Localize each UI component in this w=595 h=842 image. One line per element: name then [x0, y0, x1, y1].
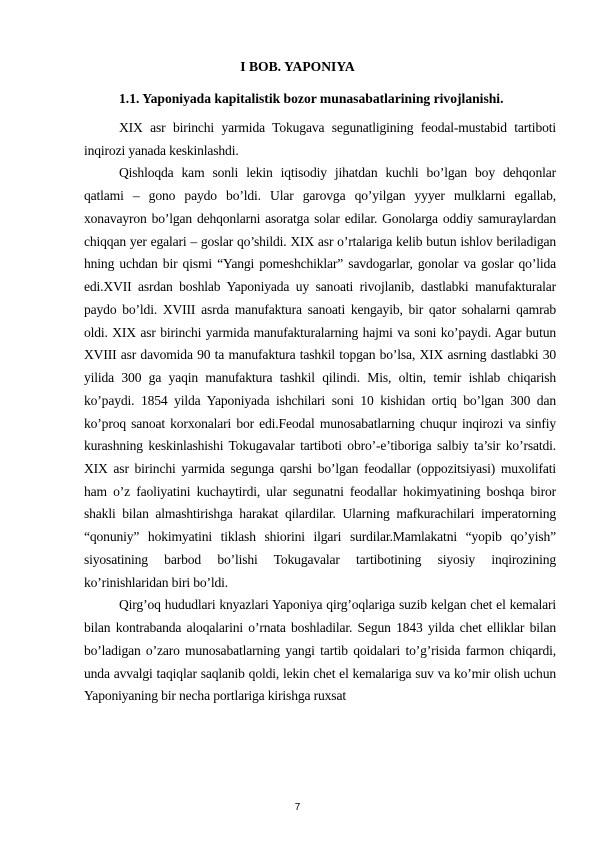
chapter-title: I BOB. YAPONIYA [240, 59, 355, 74]
body-text [84, 117, 556, 708]
paragraph: XIX asr birinchi yarmida Tokugava segunatligining feodal-mustabid tartiboti inqirozi yanada keskinlashdi. [84, 120, 556, 158]
page-number: 7 [294, 802, 301, 813]
section-title: 1.1. Yaponiyada kapitalistik bozor munasabatlarining rivojlanishi. [119, 91, 504, 106]
paragraph: Qishloqda kam sonli lekin iqtisodiy jihatdan kuchli bo’lgan boy dehqonlar qatlami – gono paydo bo’ldi. Ular garovga qo’yilgan yyyer mulklarni egallab, xonavayron bo’lgan dehqonlarni asoratga solar edilar. Gonolarga oddiy samuraylardan chiqqan yer egalari – goslar qo’shildi. XIX asr o’rtalariga kelib butun ishlov beriladigan hning uchdan bir qismi “Yangi pomeshchiklar” savdogarlar, gonolar va goslar qo’lida edi.XVII asrdan boshlab Yaponiyada uy sanoati rivojlanib, dastlabki manufakturalar paydo bo’ldi. XVIII asrda manufaktura sanoati kengayib, bir qator sohalarni qamrab oldi. XIX asr birinchi yarmida manufakturalarning hajmi va soni ko’paydi. Agar butun XVIII asr davomida 90 ta manufaktura tashkil topgan bo’lsa, XIX asrning dastlabki 30 yilida 300 ga yaqin manufaktura tashkil qilindi. Mis, oltin, temir ishlab chiqarish ko’paydi. 1854 yilda Yaponiyada ishchilari soni 10 kishidan ortiq bo’lgan 300 dan ko’proq sanoat korxonalari bor edi.Feodal munosabatlarning chuqur inqirozi va sinfiy kurashning keskinlashishi Tokugavalar tartiboti obro’-e’tiboriga salbiy ta’sir ko’rsatdi. XIX asr birinchi yarmida segunga qarshi bo’lgan feodallar (oppozitsiyasi) muxolifati ham o’z faoliyatini kuchaytirdi, ular segunatni feodallar hokimyatining boshqa biror shakli bilan almashtirishga harakat qilardilar. Ularning mafkurachilari imperatorning “qonuniy” hokimyatini tiklash shiorini ilgari surdilar.Mamlakatni “yopib qo’yish” siyosatining barbod bo’lishi Tokugavalar tartibotining siyosiy inqirozining ko’rinishlaridan biri bo’ldi. [84, 165, 556, 590]
paragraph: Qirg’oq hududlari knyazlari Yaponiya qirg’oqlariga suzib kelgan chet el kemalari bilan kontrabanda aloqalarini o’rnata boshladilar. Segun 1843 yilda chet elliklar bilan bo’ladigan o’zaro munosabatlarning yangi tartib qoidalari to’g’risida farmon chiqardi, unda avvalgi taqiqlar saqlanib qoldi, lekin chet el kemalariga suv va ko’mir olish uchun Yaponiyaning bir necha portlariga kirishga ruxsat [84, 597, 556, 704]
